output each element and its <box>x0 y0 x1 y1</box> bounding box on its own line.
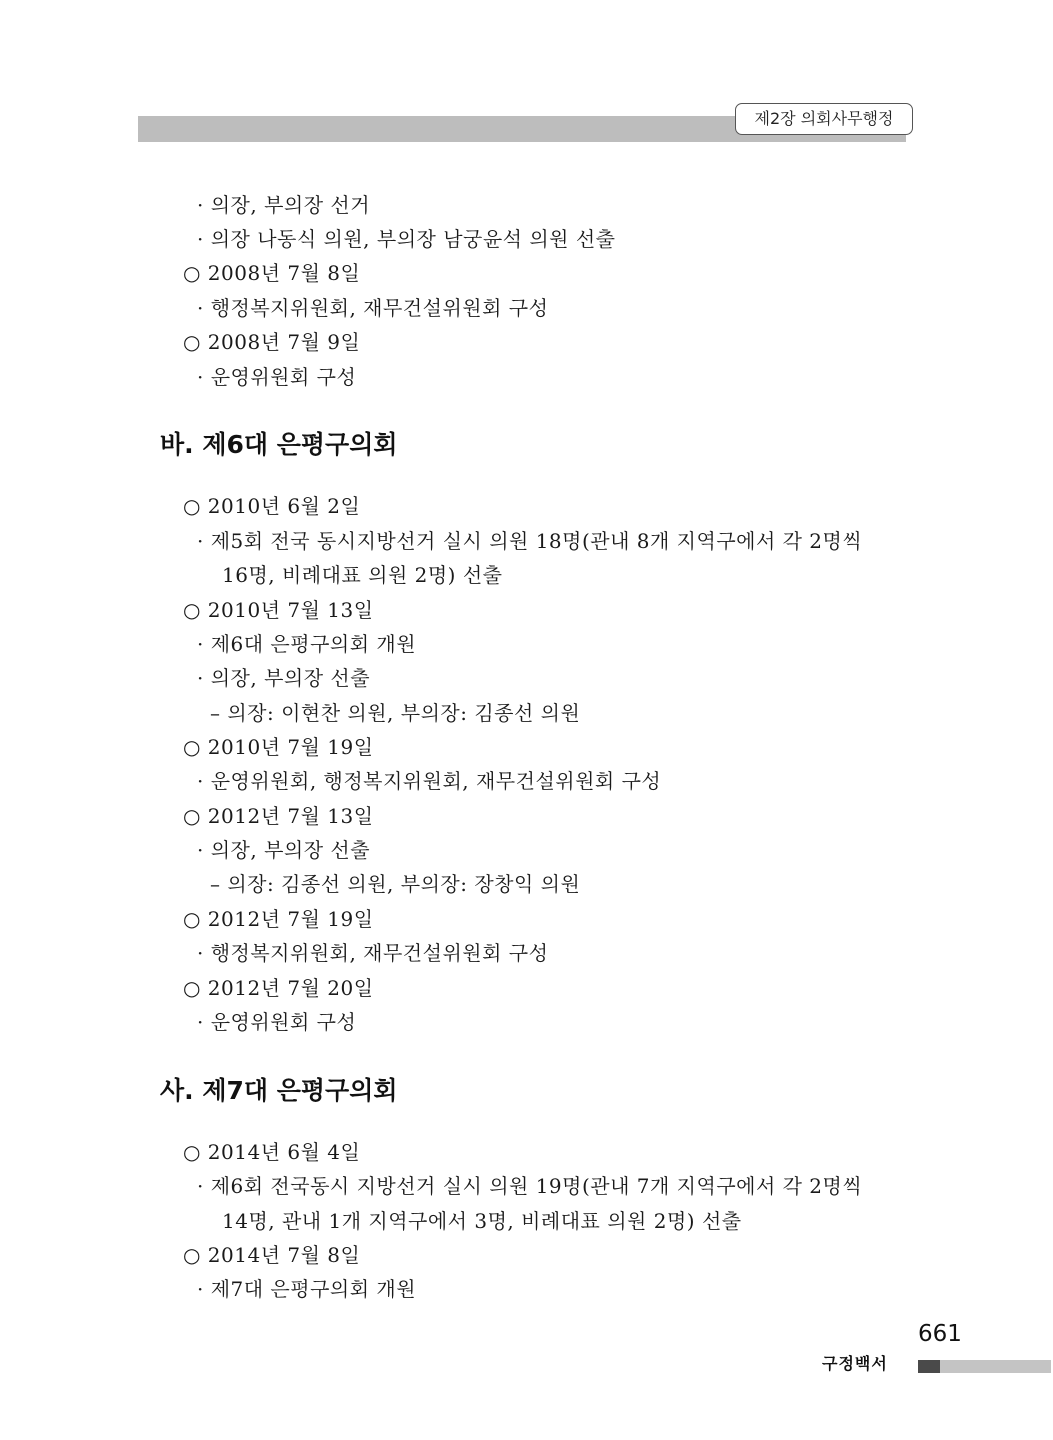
list-item-continuation: 14명, 관내 1개 지역구에서 3명, 비례대표 의원 2명) 선출 <box>222 1209 742 1233</box>
date-item: ○ 2010년 7월 19일 <box>183 735 374 759</box>
date-item: ○ 2014년 7월 8일 <box>183 1243 361 1267</box>
list-item: · 제5회 전국 동시지방선거 실시 의원 18명(관내 8개 지역구에서 각 2명씩 <box>197 529 863 553</box>
list-item: · 의장, 부의장 선거 <box>197 193 371 217</box>
page-number: 661 <box>918 1321 962 1347</box>
date-item: ○ 2012년 7월 20일 <box>183 976 374 1000</box>
date-item: ○ 2010년 6월 2일 <box>183 494 361 518</box>
list-item: · 운영위원회 구성 <box>197 365 357 389</box>
list-item: · 운영위원회, 행정복지위원회, 재무건설위원회 구성 <box>197 769 662 793</box>
section-title-6th-council: 바. 제6대 은평구의회 <box>160 430 398 459</box>
date-item: ○ 2008년 7월 8일 <box>183 261 361 285</box>
footer-bar-dark <box>918 1360 940 1373</box>
list-item: · 제7대 은평구의회 개원 <box>197 1277 417 1301</box>
date-item: ○ 2008년 7월 9일 <box>183 330 361 354</box>
list-item: · 의장, 부의장 선출 <box>197 666 371 690</box>
sub-list-item: – 의장: 이현찬 의원, 부의장: 김종선 의원 <box>210 701 581 725</box>
date-item: ○ 2010년 7월 13일 <box>183 598 374 622</box>
list-item: · 제6회 전국동시 지방선거 실시 의원 19명(관내 7개 지역구에서 각 2명씩 <box>197 1174 863 1198</box>
list-item: · 행정복지위원회, 재무건설위원회 구성 <box>197 296 549 320</box>
list-item: · 의장 나동식 의원, 부의장 남궁윤석 의원 선출 <box>197 227 616 251</box>
chapter-tab: 제2장 의회사무행정 <box>735 103 913 135</box>
list-item: · 제6대 은평구의회 개원 <box>197 632 417 656</box>
book-title: 구정백서 <box>822 1354 888 1373</box>
date-item: ○ 2012년 7월 19일 <box>183 907 374 931</box>
list-item: · 행정복지위원회, 재무건설위원회 구성 <box>197 941 549 965</box>
section-title-7th-council: 사. 제7대 은평구의회 <box>160 1076 398 1105</box>
footer-bar-light <box>940 1360 1051 1373</box>
date-item: ○ 2014년 6월 4일 <box>183 1140 361 1164</box>
list-item-continuation: 16명, 비례대표 의원 2명) 선출 <box>222 563 503 587</box>
list-item: · 운영위원회 구성 <box>197 1010 357 1034</box>
sub-list-item: – 의장: 김종선 의원, 부의장: 장창익 의원 <box>210 872 581 896</box>
date-item: ○ 2012년 7월 13일 <box>183 804 374 828</box>
list-item: · 의장, 부의장 선출 <box>197 838 371 862</box>
